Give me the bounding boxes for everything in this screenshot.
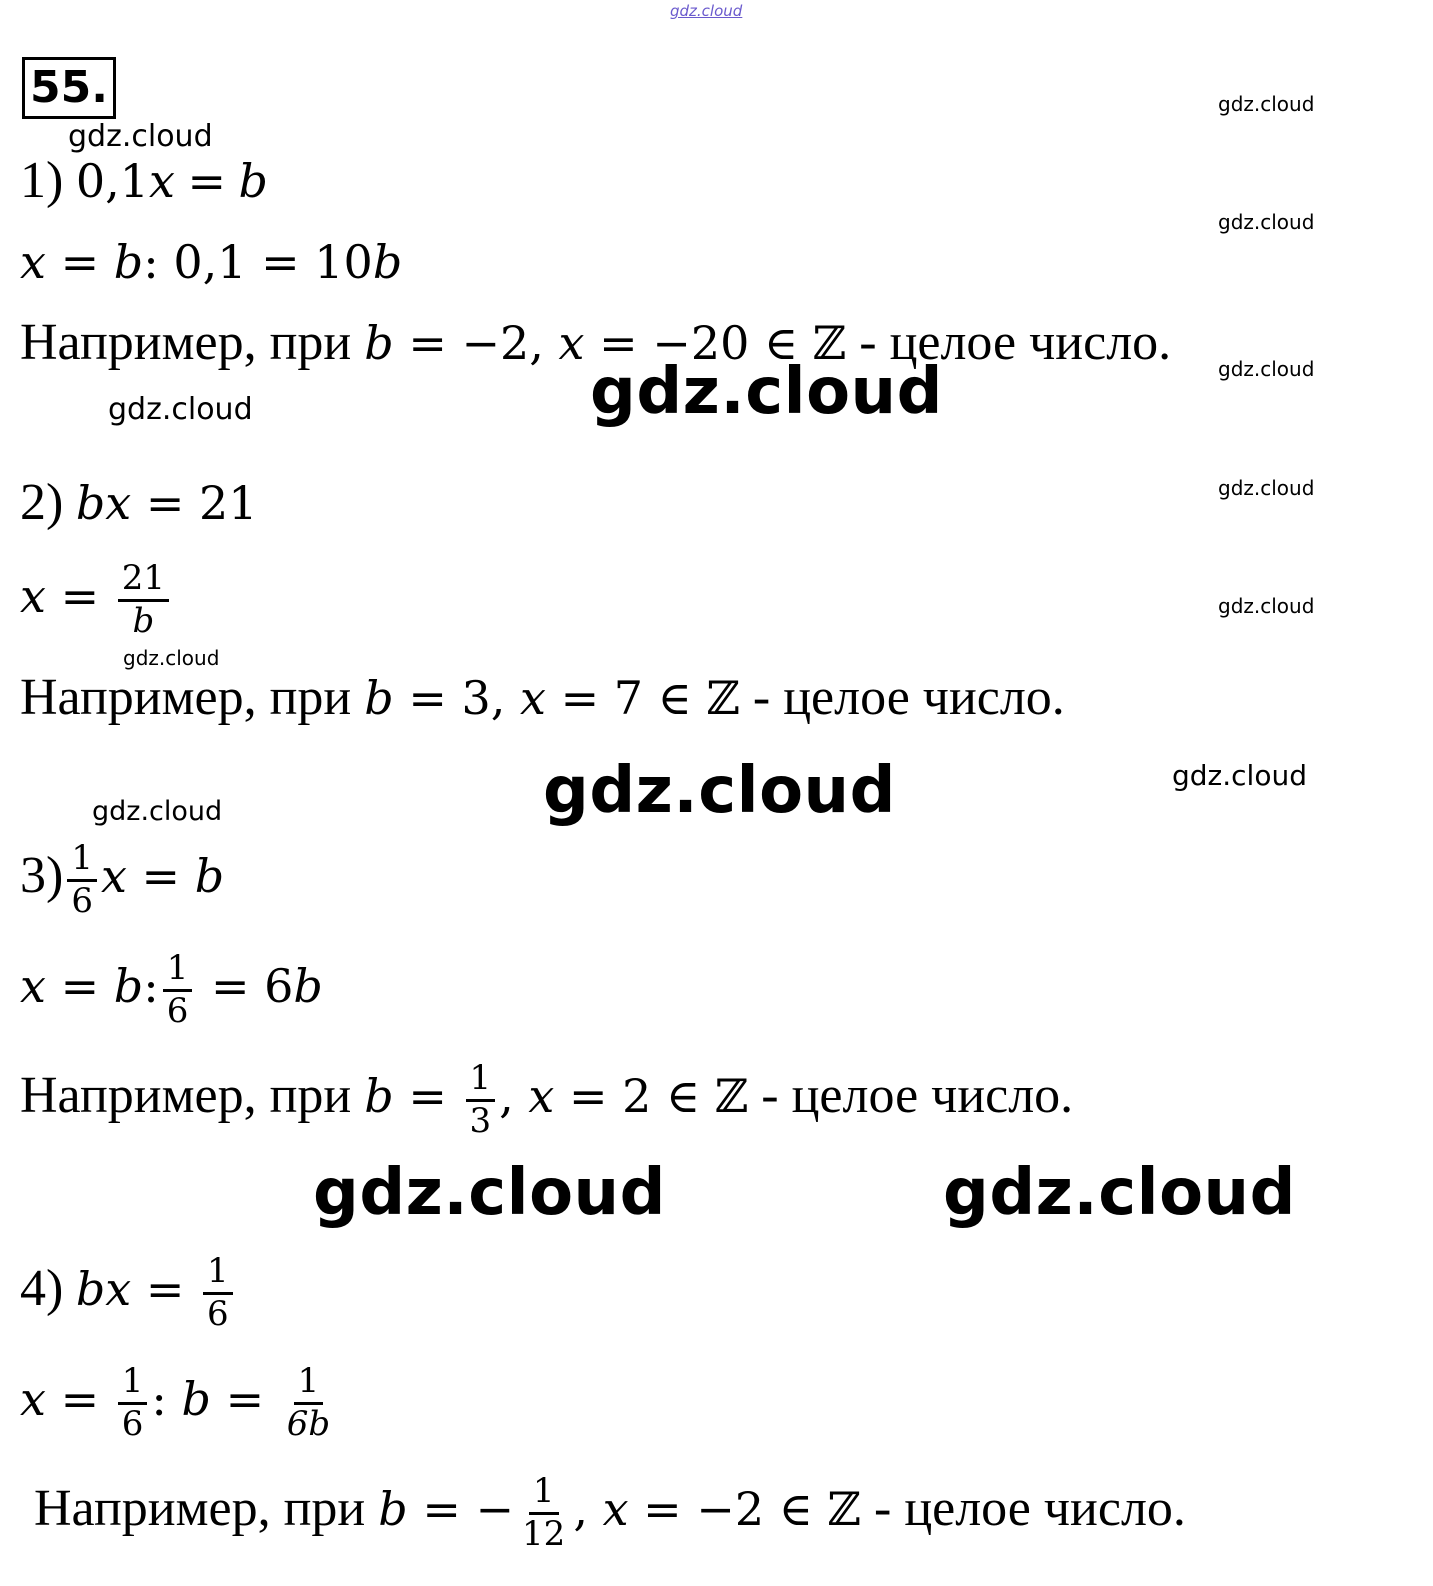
watermark-large: gdz.cloud (543, 754, 896, 828)
watermark-small: gdz.cloud (1218, 594, 1315, 618)
fraction: $\frac{1}{6}$ (203, 1254, 233, 1332)
watermark-medium: gdz.cloud (1172, 759, 1307, 792)
watermark-medium: gdz.cloud (68, 119, 213, 154)
watermark-small: gdz.cloud (1218, 92, 1315, 116)
part3-example: Например, при b = $\frac{1}{3}$ , x = 2 ∈ ℤ - целое число. (20, 1058, 1074, 1142)
fraction: $\frac{1}{6}$ (118, 1364, 148, 1442)
fraction: $\frac{1}{12}$ (522, 1471, 566, 1555)
fraction: $\frac{1}{3}$ (466, 1061, 496, 1139)
fraction: $\frac{21}{b}$ (118, 561, 169, 639)
watermark-top: gdz.cloud (670, 2, 743, 20)
fraction: $\frac{1}{6}$ (163, 951, 193, 1029)
part1-equation: 1) 0,1x = b (20, 152, 268, 209)
part2-example: Например, при b = 3, x = 7 ∈ ℤ - целое число. (20, 669, 1065, 726)
part4-example: Например, при b = − $\frac{1}{12}$ , x = −2 ∈ ℤ - целое число. (34, 1471, 1186, 1555)
watermark-small: gdz.cloud (1218, 476, 1315, 500)
watermark-medium: gdz.cloud (92, 796, 223, 827)
part3-solution: x = b: $\frac{1}{6}$ = 6b (20, 948, 323, 1032)
part3-equation: 3) $\frac{1}{6}$ x = b (20, 838, 225, 922)
fraction: $\frac{1}{6}$ (67, 841, 97, 919)
watermark-large: gdz.cloud (943, 1156, 1296, 1230)
part1-solution: x = b: 0,1 = 10b (20, 235, 403, 289)
part4-equation: 4) bx = $\frac{1}{6}$ (20, 1238, 237, 1339)
part2-equation: 2) bx = 21 (20, 474, 258, 531)
watermark-large: gdz.cloud (590, 355, 943, 429)
watermark-large: gdz.cloud (313, 1156, 666, 1230)
task-number: 55. (22, 57, 116, 119)
watermark-small: gdz.cloud (1218, 210, 1315, 234)
part1-example: Например, при b = −2, x = −20 ∈ ℤ - целое число. (20, 314, 1172, 371)
part4-solution: x = $\frac{1}{6}$ : b = $\frac{1}{6b}$ (20, 1348, 338, 1449)
fraction: $\frac{1}{6b}$ (286, 1361, 331, 1445)
part2-solution: x = $\frac{21}{b}$ (20, 545, 173, 646)
watermark-small: gdz.cloud (1218, 357, 1315, 381)
watermark-small: gdz.cloud (123, 646, 220, 670)
watermark-medium: gdz.cloud (108, 392, 253, 427)
